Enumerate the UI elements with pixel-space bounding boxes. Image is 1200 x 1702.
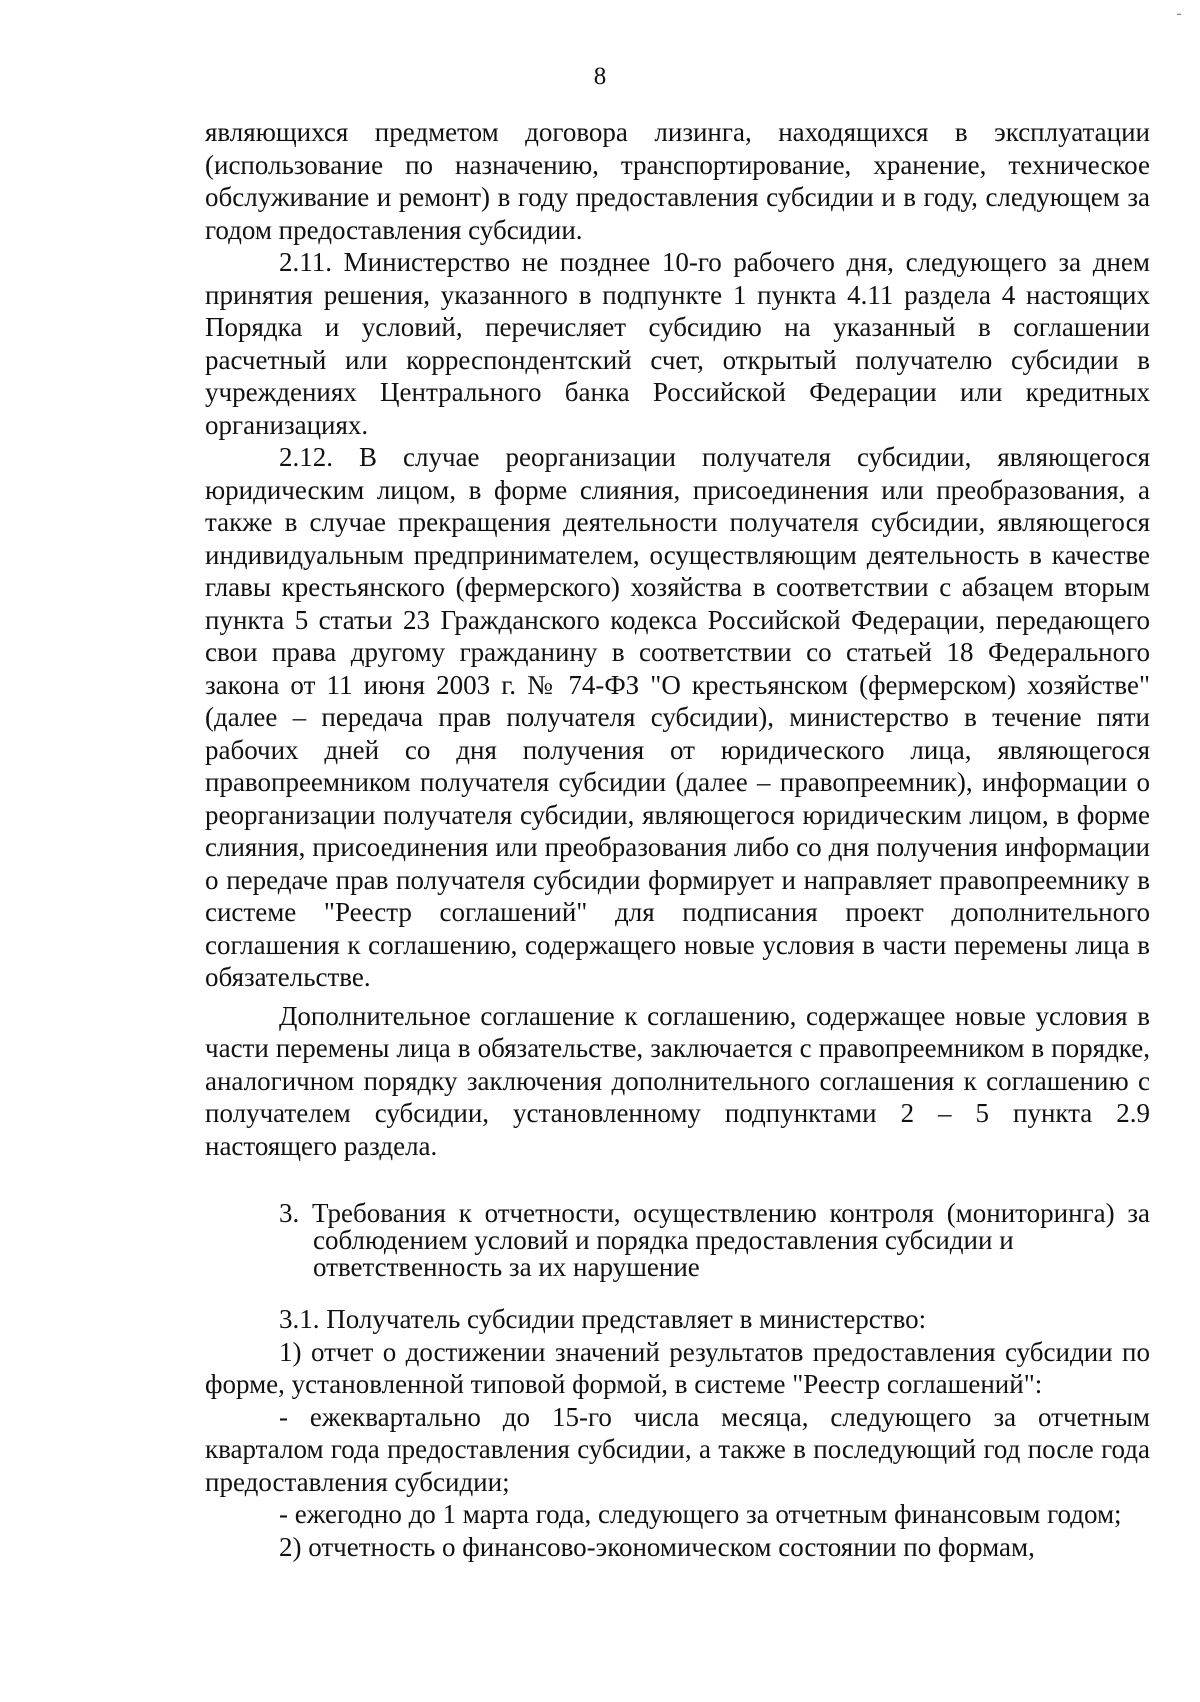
- section-heading-line-1: 3. Требования к отчетности, осуществлению контроля (мониторинга) за: [279, 1198, 1150, 1228]
- page-number: 8: [593, 63, 607, 90]
- paragraph-annual-report: - ежегодно до 1 марта года, следующего за отчетным финансовым годом;: [279, 1499, 1122, 1529]
- paragraph-3-1: 3.1. Получатель субсидии представляет в министерство:: [279, 1304, 927, 1334]
- section-heading-line-2: соблюдением условий и порядка предоставления субсидии и: [313, 1225, 1014, 1255]
- paragraph-quarterly-report: - ежеквартально до 15-го числа месяца, следующего за отчетным кварталом года предоставления субсидии, а также в последующий год после года предоставления субсидии;: [205, 1401, 1150, 1497]
- paragraph-2-11: 2.11. Министерство не позднее 10-го рабочего дня, следующего за днем принятия решения, указанного в подпункте 1 пункта 4.11 раздела 4 настоящих Порядка и условий, перечисляет субсидию на указанный в соглашении расчетный или корреспондентский счет, открытый получателю субсидии в учреждениях Центрального банка Российской Федерации или кредитных организациях.: [205, 247, 1150, 440]
- paragraph-3-1-item-1: 1) отчет о достижении значений результатов предоставления субсидии по форме, установленной типовой формой, в системе "Реестр соглашений":: [205, 1336, 1150, 1399]
- section-3-heading: [279, 1200, 1150, 1281]
- scan-mark: -: [1176, 4, 1182, 23]
- paragraph-continuation: являющихся предметом договора лизинга, находящихся в эксплуатации (использование по назначению, транспортирование, хранение, техническое обслуживание и ремонт) в году предоставления субсидии и в году, следующем за годом предоставления субсидии.: [205, 117, 1150, 245]
- paragraph-2-12: 2.12. В случае реорганизации получателя субсидии, являющегося юридическим лицом, в форме слияния, присоединения или преобразования, а также в случае прекращения деятельности получателя субсидии, являющегося индивидуальным предпринимателем, осуществляющим деятельность в качестве главы крестьянского (фермерского) хозяйства в соответствии с абзацем вторым пункта 5 статьи 23 Гражданского кодекса Российской Федерации, передающего свои права другому гражданину в соответствии со статьей 18 Федерального закона от 11 июня 2003 г. № 74-ФЗ "О крестьянском (фермерском) хозяйстве" (далее – передача прав получателя субсидии), министерство в течение пяти рабочих дней со дня получения от юридического лица, являющегося правопреемником получателя субсидии (далее – правопреемник), информации о реорганизации получателя субсидии, являющегося юридическим лицом, в форме слияния, присоединения или преобразования либо со дня получения информации о передаче прав получателя субсидии формирует и направляет правопреемнику в системе "Реестр соглашений" для подписания проект дополнительного соглашения к соглашению, содержащего новые условия в части перемены лица в обязательстве.: [205, 442, 1150, 992]
- paragraph-3-1-item-2: 2) отчетность о финансово-экономическом состоянии по формам,: [279, 1531, 1035, 1562]
- document-body: [205, 116, 1150, 1563]
- section-heading-line-3: ответственность за их нарушение: [313, 1252, 700, 1282]
- paragraph-additional-agreement: Дополнительное соглашение к соглашению, содержащее новые условия в части перемены лица в обязательстве, заключается с правопреемником в порядке, аналогичном порядку заключения дополнительного соглашения к соглашению с получателем субсидии, установленному подпунктами 2 – 5 пункта 2.9 настоящего раздела.: [205, 1000, 1150, 1161]
